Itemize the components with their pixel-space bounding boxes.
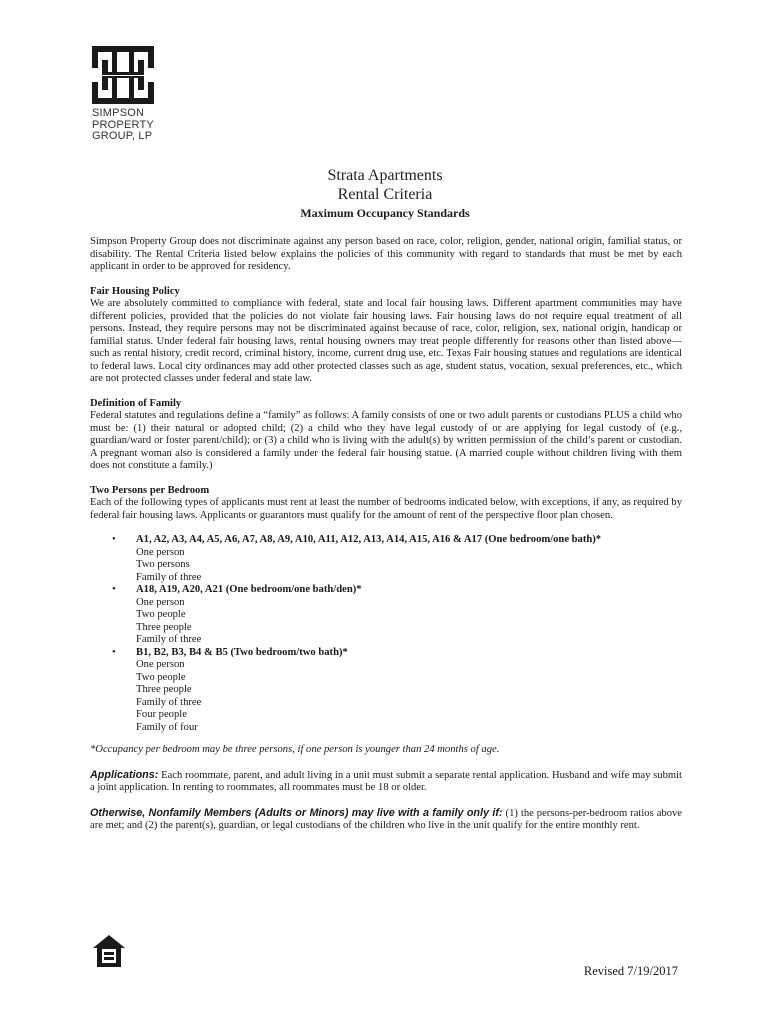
bullet-icon: • [112,646,116,658]
document-heading: Rental Criteria [337,186,433,203]
fair-housing-title: Fair Housing Policy [90,285,180,297]
property-name: Strata Apartments [327,167,443,184]
occupancy-option: Family of three [136,696,202,708]
family-title: Definition of Family [90,397,182,409]
logo-line-3: GROUP, LP [92,130,153,142]
title-block [0,166,770,221]
applications-lead: Applications: [90,768,159,781]
company-logo [92,46,156,143]
fair-housing-body: We are absolutely committed to compliance with federal, state and local fair housing laws. Different apartment communities may have different policies, provided that the policies do not violate fair housing laws. Fair housing laws do not require equal treatment of all persons. Instead, they require persons may not be discriminated against because of race, color, religion, sex, national origin, handicap or familial status. Under federal fair housing laws, rental housing owners may treat people differently for reasons other than listed above—such as rental history, credit record, criminal history, income, current drug use, etc. Texas Fair housing statues and regulations are identical to federal laws. Local city ordinances may add other protected classes such as age, student status, vocation, sexual preferences, etc., which are not protected classes under federal and state law. [90,298,682,384]
list-item [90,647,682,735]
family-section [90,398,682,473]
occupancy-option: Two people [136,609,186,620]
revised-date: Revised 7/19/2017 [583,964,678,978]
occupancy-option: Three people [136,621,192,633]
unit-title: A1, A2, A3, A4, A5, A6, A7, A8, A9, A10, A11, A12, A13, A14, A15, A16 & A17 (One bedroom/one bath)* [136,534,602,545]
occupancy-option: One person [136,546,185,558]
document-subheading: Maximum Occupancy Standards [300,206,470,220]
bullet-icon: • [112,534,116,545]
unit-title: A18, A19, A20, A21 (One bedroom/one bath/den)* [136,584,362,595]
logo-text [92,108,156,143]
simpson-logo-icon [92,46,154,104]
document-body [90,236,682,833]
logo-line-2: PROPERTY [92,118,154,131]
occupancy-option: Two people [136,671,186,683]
occupancy-option: Family of four [136,721,198,733]
equal-housing-opportunity-icon [92,934,126,968]
applications-paragraph [90,769,682,795]
unit-title: B1, B2, B3, B4 & B5 (Two bedroom/two bath)* [136,646,348,658]
occupancy-option: Four people [136,709,187,720]
list-item [90,534,682,584]
applications-body: Each roommate, parent, and adult living in a unit must submit a separate rental application. Husband and wife may submit a joint application. In renting to roommates, all roommates must be 18 or older. [90,769,682,793]
logo-line-1: SIMPSON [92,107,145,119]
two-persons-title: Two Persons per Bedroom [90,484,210,496]
two-persons-body: Each of the following types of applicants must rent at least the number of bedrooms indicated below, with exceptions, if any, as required by federal fair housing laws. Applicants or guarantors must qualify for the amount of rent of the perspective floor plan chosen. [90,497,682,521]
occupancy-footnote: *Occupancy per bedroom may be three persons, if one person is younger than 24 months of age. [90,744,500,755]
two-persons-section [90,485,682,735]
occupancy-option: Three people [136,684,192,695]
nonfamily-paragraph [90,807,682,833]
occupancy-option: Two persons [136,559,190,570]
list-item [90,584,682,647]
nonfamily-body: (1) the persons-per-bedroom ratios above are met; and (2) the parent(s), guardian, or legal custodians of the children who live in the unit qualify for the entire monthly rent. [90,807,682,831]
occupancy-option: One person [136,659,185,670]
nonfamily-lead: Otherwise, Nonfamily Members (Adults or Minors) may live with a family only if: [90,806,503,819]
intro-paragraph: Simpson Property Group does not discriminate against any person based on race, color, religion, gender, national origin, familial status, or disability. The Rental Criteria listed below explains the policies of this community with regard to standards that must be met by each applicant in order to be approved for residency. [90,236,682,272]
family-body: Federal statutes and regulations define a “family” as follows: A family consists of one or two adult parents or custodians PLUS a child who must be: (1) their natural or adopted child; (2) a child who they have legal custody of or are applying for legal custody of (e.g., guardian/ward or foster parent/child); or (3) a child who is living with the adult(s) by written permission of the child’s parent or custodian. A pregnant woman also is considered a family under the federal fair housing statue. (A married couple without children living with them does not constitute a family.) [90,410,682,471]
unit-list [90,534,682,734]
fair-housing-section [90,286,682,386]
bullet-icon: • [112,584,116,595]
occupancy-option: Family of three [136,634,202,645]
occupancy-option: One person [136,596,185,608]
occupancy-option: Family of three [136,571,202,583]
